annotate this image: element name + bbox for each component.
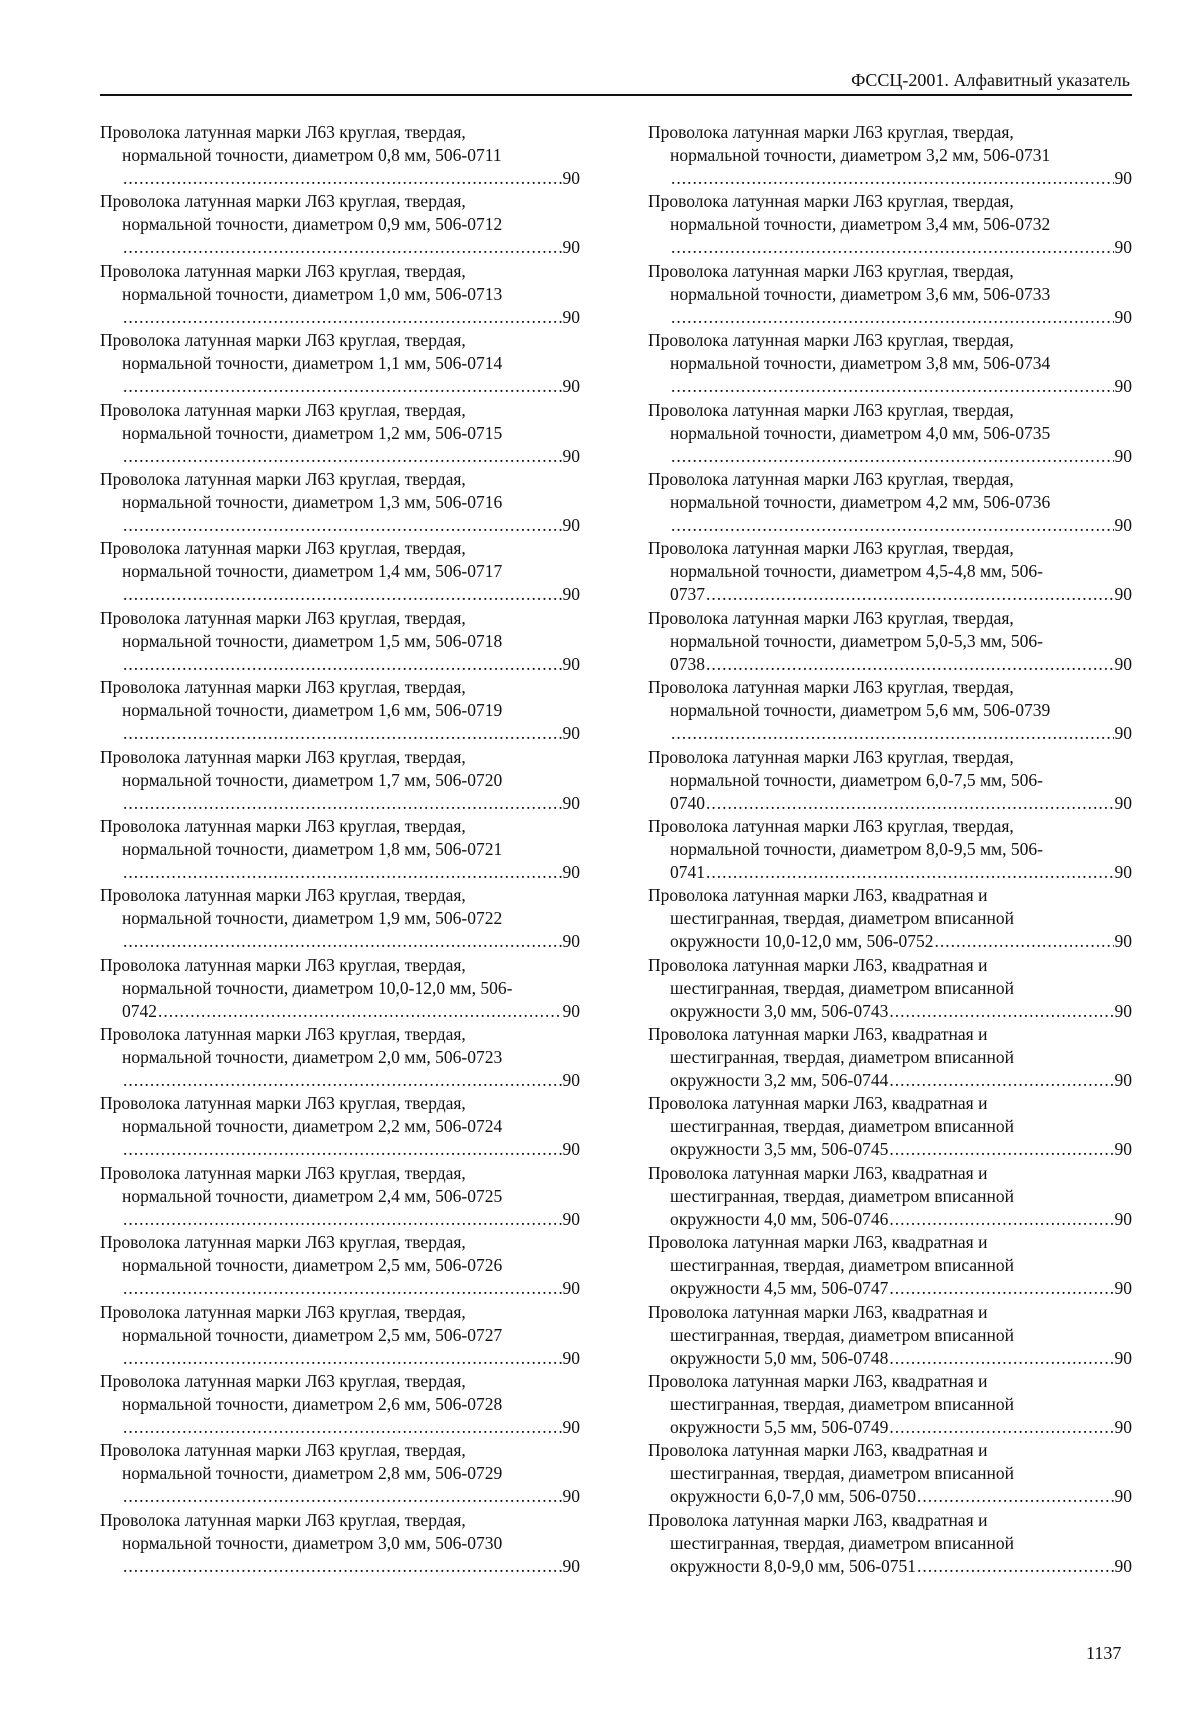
entry-leader-line	[648, 861, 1132, 884]
entry-page-ref: 90	[562, 723, 580, 744]
entry-page-ref: 90	[562, 861, 580, 882]
entry-page-ref: 90	[1114, 653, 1132, 674]
entry-title-line: Проволока латунная марки Л63, квадратная и	[648, 885, 988, 906]
entry-detail-line: шестигранная, твердая, диаметром вписанной	[670, 1394, 1014, 1415]
dot-leader	[889, 1416, 1113, 1439]
entry-detail-line: нормальной точности, диаметром 2,2 мм, 506-0724	[122, 1116, 503, 1137]
entry-title-line: Проволока латунная марки Л63 круглая, твердая,	[100, 330, 466, 351]
entry-title-line: Проволока латунная марки Л63, квадратная и	[648, 1301, 988, 1322]
entry-title-line: Проволока латунная марки Л63, квадратная и	[648, 1162, 988, 1183]
entry-title-line: Проволока латунная марки Л63 круглая, твердая,	[100, 260, 466, 281]
entry-detail-line: нормальной точности, диаметром 3,6 мм, 506-0733	[670, 283, 1051, 304]
entry-title-line: Проволока латунная марки Л63 круглая, твердая,	[100, 1232, 466, 1253]
entry-detail-line: нормальной точности, диаметром 3,8 мм, 506-0734	[670, 353, 1051, 374]
dot-leader	[123, 375, 562, 398]
index-entry	[648, 1509, 1132, 1578]
entry-title-line: Проволока латунная марки Л63, квадратная и	[648, 1440, 988, 1461]
entry-title-line: Проволока латунная марки Л63 круглая, твердая,	[100, 122, 466, 142]
index-entry	[648, 607, 1132, 676]
entry-leader-line	[100, 445, 580, 468]
dot-leader	[123, 653, 562, 676]
index-entry	[100, 260, 580, 329]
entry-title-line: Проволока латунная марки Л63 круглая, твердая,	[648, 399, 1014, 420]
page-number: 1137	[1086, 1643, 1122, 1663]
running-header	[100, 68, 1132, 96]
entry-leader-line	[648, 583, 1132, 606]
entry-leader-line	[648, 722, 1132, 745]
dot-leader	[123, 1347, 562, 1370]
dot-leader	[917, 1555, 1113, 1578]
index-entry	[648, 1370, 1132, 1439]
dot-leader	[158, 1000, 562, 1023]
entry-leader-line	[100, 1000, 580, 1023]
entry-page-ref: 90	[1114, 723, 1132, 744]
index-entry	[648, 329, 1132, 398]
dot-leader	[123, 1069, 562, 1092]
dot-leader	[671, 445, 1114, 468]
entry-detail-line: шестигранная, твердая, диаметром вписанной	[670, 908, 1014, 929]
entry-page-ref: 90	[1114, 1070, 1132, 1091]
entry-detail-continuation: окружности 8,0-9,0 мм, 506-0751	[670, 1555, 917, 1576]
entry-detail-line: нормальной точности, диаметром 1,1 мм, 506-0714	[122, 353, 503, 374]
entry-page-ref: 90	[1114, 931, 1132, 952]
entry-title-line: Проволока латунная марки Л63 круглая, твердая,	[648, 191, 1014, 212]
dot-leader	[706, 583, 1114, 606]
entry-leader-line	[100, 1277, 580, 1300]
entry-page-ref: 90	[562, 514, 580, 535]
entry-detail-line: шестигранная, твердая, диаметром вписанной	[670, 1255, 1014, 1276]
entry-title-line: Проволока латунная марки Л63 круглая, твердая,	[648, 815, 1014, 836]
index-entry	[648, 746, 1132, 815]
entry-leader-line	[100, 722, 580, 745]
index-entry	[100, 676, 580, 745]
entry-leader-line	[100, 1069, 580, 1092]
entry-title-line: Проволока латунная марки Л63 круглая, твердая,	[100, 815, 466, 836]
dot-leader	[889, 1347, 1113, 1370]
index-entry	[100, 1023, 580, 1092]
entry-leader-line	[648, 792, 1132, 815]
dot-leader	[671, 514, 1114, 537]
dot-leader	[123, 930, 562, 953]
index-entry	[100, 1301, 580, 1370]
entry-detail-line: нормальной точности, диаметром 0,9 мм, 506-0712	[122, 214, 503, 235]
entry-page-ref: 90	[1114, 1000, 1132, 1021]
index-entry	[100, 1439, 580, 1508]
entry-page-ref: 90	[562, 445, 580, 466]
entry-page-ref: 90	[562, 168, 580, 188]
entry-detail-line: нормальной точности, диаметром 2,4 мм, 506-0725	[122, 1185, 503, 1206]
entry-detail-line: нормальной точности, диаметром 3,0 мм, 506-0730	[122, 1532, 503, 1553]
dot-leader	[889, 1000, 1113, 1023]
dot-leader	[123, 583, 562, 606]
entry-page-ref: 90	[562, 1000, 580, 1021]
entry-detail-continuation: окружности 10,0-12,0 мм, 506-0752	[670, 931, 934, 952]
index-entry	[100, 468, 580, 537]
entry-page-ref: 90	[562, 1417, 580, 1438]
index-entry	[648, 1162, 1132, 1231]
index-entry	[648, 1231, 1132, 1300]
entry-page-ref: 90	[1114, 1417, 1132, 1438]
entry-leader-line	[648, 1416, 1132, 1439]
index-entry	[100, 815, 580, 884]
entry-page-ref: 90	[1114, 514, 1132, 535]
entry-leader-line	[648, 1069, 1132, 1092]
index-entry	[648, 884, 1132, 953]
entry-detail-continuation: 0740	[670, 792, 705, 813]
entry-leader-line	[648, 375, 1132, 398]
dot-leader	[123, 1208, 562, 1231]
entry-detail-continuation: окружности 3,5 мм, 506-0745	[670, 1139, 889, 1160]
dot-leader	[671, 375, 1114, 398]
entry-page-ref: 90	[562, 653, 580, 674]
entry-title-line: Проволока латунная марки Л63 круглая, твердая,	[100, 746, 466, 767]
entry-title-line: Проволока латунная марки Л63 круглая, твердая,	[100, 1371, 466, 1392]
entry-leader-line	[648, 306, 1132, 329]
dot-leader	[123, 1138, 562, 1161]
index-entry	[100, 537, 580, 606]
entry-title-line: Проволока латунная марки Л63 круглая, твердая,	[648, 260, 1014, 281]
index-entry	[100, 399, 580, 468]
index-column-left	[100, 121, 580, 1578]
index-entry	[648, 190, 1132, 259]
entry-page-ref: 90	[562, 1347, 580, 1368]
entry-title-line: Проволока латунная марки Л63 круглая, твердая,	[648, 330, 1014, 351]
entry-leader-line	[648, 1000, 1132, 1023]
dot-leader	[706, 653, 1114, 676]
index-entry	[100, 1509, 580, 1578]
entry-leader-line	[648, 1555, 1132, 1578]
index-entry	[648, 468, 1132, 537]
index-entry	[100, 1231, 580, 1300]
entry-leader-line	[648, 1138, 1132, 1161]
dot-leader	[917, 1485, 1113, 1508]
entry-leader-line	[100, 930, 580, 953]
entry-title-line: Проволока латунная марки Л63, квадратная и	[648, 954, 988, 975]
entry-leader-line	[100, 375, 580, 398]
dot-leader	[123, 1277, 562, 1300]
header-title: ФССЦ-2001. Алфавитный указатель	[851, 70, 1130, 90]
entry-detail-continuation: окружности 6,0-7,0 мм, 506-0750	[670, 1486, 917, 1507]
entry-leader-line	[648, 514, 1132, 537]
entry-leader-line	[648, 1277, 1132, 1300]
entry-detail-line: нормальной точности, диаметром 1,2 мм, 506-0715	[122, 422, 503, 443]
entry-page-ref: 90	[562, 1208, 580, 1229]
entry-page-ref: 90	[1114, 168, 1132, 188]
entry-page-ref: 90	[1114, 306, 1132, 327]
dot-leader	[123, 792, 562, 815]
entry-detail-line: нормальной точности, диаметром 1,3 мм, 506-0716	[122, 491, 503, 512]
entry-detail-continuation: окружности 4,0 мм, 506-0746	[670, 1208, 889, 1229]
index-column-right	[648, 121, 1132, 1578]
entry-leader-line	[100, 583, 580, 606]
dot-leader	[123, 445, 562, 468]
entry-title-line: Проволока латунная марки Л63 круглая, твердая,	[100, 191, 466, 212]
entry-leader-line	[100, 167, 580, 190]
index-entry	[648, 260, 1132, 329]
entry-page-ref: 90	[562, 792, 580, 813]
entry-title-line: Проволока латунная марки Л63 круглая, твердая,	[648, 468, 1014, 489]
entry-title-line: Проволока латунная марки Л63 круглая, твердая,	[648, 607, 1014, 628]
entry-leader-line	[100, 1416, 580, 1439]
entry-leader-line	[100, 1138, 580, 1161]
index-entry	[100, 746, 580, 815]
entry-page-ref: 90	[562, 306, 580, 327]
entry-detail-line: нормальной точности, диаметром 1,0 мм, 506-0713	[122, 283, 503, 304]
entry-detail-line: нормальной точности, диаметром 4,0 мм, 506-0735	[670, 422, 1051, 443]
entry-page-ref: 90	[1114, 1139, 1132, 1160]
dot-leader	[889, 1277, 1113, 1300]
entry-page-ref: 90	[1114, 445, 1132, 466]
entry-detail-continuation: окружности 3,2 мм, 506-0744	[670, 1070, 889, 1091]
entry-leader-line	[648, 653, 1132, 676]
entry-title-line: Проволока латунная марки Л63 круглая, твердая,	[100, 468, 466, 489]
dot-leader	[671, 167, 1114, 190]
entry-detail-line: нормальной точности, диаметром 0,8 мм, 506-0711	[122, 145, 502, 165]
entry-page-ref: 90	[1114, 376, 1132, 397]
entry-detail-line: нормальной точности, диаметром 8,0-9,5 мм, 506-	[670, 838, 1043, 859]
entry-page-ref: 90	[1114, 237, 1132, 258]
entry-detail-continuation: окружности 4,5 мм, 506-0747	[670, 1278, 889, 1299]
entry-title-line: Проволока латунная марки Л63 круглая, твердая,	[100, 1301, 466, 1322]
entry-detail-line: шестигранная, твердая, диаметром вписанной	[670, 1324, 1014, 1345]
entry-detail-line: нормальной точности, диаметром 5,6 мм, 506-0739	[670, 700, 1051, 721]
entry-detail-line: нормальной точности, диаметром 3,2 мм, 506-0731	[670, 145, 1051, 165]
entry-page-ref: 90	[562, 1070, 580, 1091]
entry-detail-line: нормальной точности, диаметром 2,0 мм, 506-0723	[122, 1047, 503, 1068]
entry-detail-continuation: 0738	[670, 653, 705, 674]
dot-leader	[123, 236, 562, 259]
entry-detail-line: нормальной точности, диаметром 1,6 мм, 506-0719	[122, 700, 503, 721]
entry-title-line: Проволока латунная марки Л63 круглая, твердая,	[100, 1024, 466, 1045]
index-entry	[648, 1439, 1132, 1508]
index-entry	[648, 954, 1132, 1023]
dot-leader	[123, 514, 562, 537]
entry-title-line: Проволока латунная марки Л63 круглая, твердая,	[100, 1162, 466, 1183]
entry-detail-line: шестигранная, твердая, диаметром вписанной	[670, 1532, 1014, 1553]
entry-detail-line: нормальной точности, диаметром 2,5 мм, 506-0726	[122, 1255, 503, 1276]
entry-detail-line: шестигранная, твердая, диаметром вписанной	[670, 1116, 1014, 1137]
entry-leader-line	[100, 236, 580, 259]
index-entry	[648, 1092, 1132, 1161]
dot-leader	[671, 722, 1114, 745]
entry-leader-line	[100, 1555, 580, 1578]
entry-page-ref: 90	[562, 1139, 580, 1160]
dot-leader	[706, 792, 1114, 815]
entry-title-line: Проволока латунная марки Л63, квадратная и	[648, 1093, 988, 1114]
entry-page-ref: 90	[1114, 1347, 1132, 1368]
dot-leader	[706, 861, 1114, 884]
entry-detail-line: нормальной точности, диаметром 1,5 мм, 506-0718	[122, 630, 503, 651]
entry-page-ref: 90	[1114, 792, 1132, 813]
entry-detail-continuation: 0741	[670, 861, 705, 882]
entry-detail-line: нормальной точности, диаметром 1,7 мм, 506-0720	[122, 769, 503, 790]
dot-leader	[889, 1069, 1113, 1092]
entry-detail-line: шестигранная, твердая, диаметром вписанной	[670, 1463, 1014, 1484]
entry-page-ref: 90	[562, 237, 580, 258]
entry-detail-line: нормальной точности, диаметром 4,2 мм, 506-0736	[670, 491, 1051, 512]
entry-detail-continuation: 0737	[670, 584, 705, 605]
entry-leader-line	[648, 445, 1132, 468]
dot-leader	[889, 1138, 1113, 1161]
dot-leader	[123, 861, 562, 884]
dot-leader	[671, 236, 1114, 259]
dot-leader	[671, 306, 1114, 329]
entry-page-ref: 90	[1114, 861, 1132, 882]
entry-detail-line: нормальной точности, диаметром 1,8 мм, 506-0721	[122, 838, 503, 859]
entry-detail-line: нормальной точности, диаметром 1,9 мм, 506-0722	[122, 908, 503, 929]
index-entry	[648, 399, 1132, 468]
index-entry	[648, 121, 1132, 190]
index-entry	[100, 1370, 580, 1439]
entry-leader-line	[648, 1208, 1132, 1231]
index-entry	[648, 676, 1132, 745]
entry-page-ref: 90	[1114, 1208, 1132, 1229]
index-entry	[648, 1301, 1132, 1370]
entry-page-ref: 90	[562, 931, 580, 952]
entry-detail-line: шестигранная, твердая, диаметром вписанной	[670, 1047, 1014, 1068]
entry-page-ref: 90	[562, 1278, 580, 1299]
entry-detail-continuation: окружности 5,5 мм, 506-0749	[670, 1417, 889, 1438]
entry-title-line: Проволока латунная марки Л63, квадратная и	[648, 1371, 988, 1392]
entry-page-ref: 90	[1114, 584, 1132, 605]
entry-detail-line: нормальной точности, диаметром 4,5-4,8 мм, 506-	[670, 561, 1043, 582]
entry-title-line: Проволока латунная марки Л63, квадратная и	[648, 1024, 988, 1045]
entry-detail-line: шестигранная, твердая, диаметром вписанной	[670, 977, 1014, 998]
dot-leader	[889, 1208, 1113, 1231]
entry-title-line: Проволока латунная марки Л63 круглая, твердая,	[100, 1509, 466, 1530]
dot-leader	[123, 167, 562, 190]
index-entry	[648, 815, 1132, 884]
index-entry	[100, 954, 580, 1023]
index-entry	[100, 607, 580, 676]
entry-title-line: Проволока латунная марки Л63 круглая, твердая,	[100, 1440, 466, 1461]
entry-leader-line	[100, 306, 580, 329]
entry-leader-line	[648, 1347, 1132, 1370]
index-entry	[100, 121, 580, 190]
entry-title-line: Проволока латунная марки Л63 круглая, твердая,	[100, 607, 466, 628]
dot-leader	[123, 1416, 562, 1439]
dot-leader	[123, 722, 562, 745]
entry-detail-continuation: 0742	[122, 1000, 157, 1021]
entry-page-ref: 90	[562, 584, 580, 605]
entry-title-line: Проволока латунная марки Л63, квадратная и	[648, 1509, 988, 1530]
entry-leader-line	[648, 167, 1132, 190]
dot-leader	[123, 1485, 562, 1508]
index-entry	[100, 329, 580, 398]
index-entry	[100, 1162, 580, 1231]
entry-page-ref: 90	[1114, 1278, 1132, 1299]
entry-page-ref: 90	[562, 1555, 580, 1576]
entry-title-line: Проволока латунная марки Л63 круглая, твердая,	[100, 399, 466, 420]
entry-leader-line	[100, 1208, 580, 1231]
entry-title-line: Проволока латунная марки Л63 круглая, твердая,	[100, 1093, 466, 1114]
entry-detail-line: нормальной точности, диаметром 6,0-7,5 мм, 506-	[670, 769, 1043, 790]
index-entry	[100, 1092, 580, 1161]
entry-detail-line: нормальной точности, диаметром 5,0-5,3 мм, 506-	[670, 630, 1043, 651]
entry-leader-line	[648, 1485, 1132, 1508]
entry-detail-line: шестигранная, твердая, диаметром вписанной	[670, 1185, 1014, 1206]
index-entry	[648, 1023, 1132, 1092]
entry-page-ref: 90	[562, 376, 580, 397]
dot-leader	[123, 1555, 562, 1578]
entry-title-line: Проволока латунная марки Л63 круглая, твердая,	[100, 677, 466, 698]
entry-detail-line: нормальной точности, диаметром 3,4 мм, 506-0732	[670, 214, 1051, 235]
entry-title-line: Проволока латунная марки Л63 круглая, твердая,	[648, 677, 1014, 698]
entry-page-ref: 90	[1114, 1555, 1132, 1576]
entry-detail-line: нормальной точности, диаметром 1,4 мм, 506-0717	[122, 561, 503, 582]
entry-title-line: Проволока латунная марки Л63 круглая, твердая,	[648, 538, 1014, 559]
entry-leader-line	[100, 792, 580, 815]
dot-leader	[123, 306, 562, 329]
entry-detail-line: нормальной точности, диаметром 10,0-12,0 мм, 506-	[122, 977, 513, 998]
entry-detail-line: нормальной точности, диаметром 2,6 мм, 506-0728	[122, 1394, 503, 1415]
entry-page-ref: 90	[562, 1486, 580, 1507]
entry-leader-line	[100, 514, 580, 537]
entry-detail-continuation: окружности 3,0 мм, 506-0743	[670, 1000, 889, 1021]
dot-leader	[935, 930, 1114, 953]
entry-title-line: Проволока латунная марки Л63, квадратная и	[648, 1232, 988, 1253]
entry-title-line: Проволока латунная марки Л63 круглая, твердая,	[100, 954, 466, 975]
entry-title-line: Проволока латунная марки Л63 круглая, твердая,	[648, 746, 1014, 767]
entry-title-line: Проволока латунная марки Л63 круглая, твердая,	[100, 885, 466, 906]
entry-page-ref: 90	[1114, 1486, 1132, 1507]
index-entry	[100, 884, 580, 953]
entry-leader-line	[100, 1485, 580, 1508]
entry-detail-line: нормальной точности, диаметром 2,5 мм, 506-0727	[122, 1324, 503, 1345]
entry-title-line: Проволока латунная марки Л63 круглая, твердая,	[648, 122, 1014, 142]
entry-leader-line	[100, 1347, 580, 1370]
entry-leader-line	[648, 930, 1132, 953]
entry-leader-line	[100, 653, 580, 676]
entry-title-line: Проволока латунная марки Л63 круглая, твердая,	[100, 538, 466, 559]
entry-leader-line	[648, 236, 1132, 259]
entry-leader-line	[100, 861, 580, 884]
entry-detail-continuation: окружности 5,0 мм, 506-0748	[670, 1347, 889, 1368]
index-entry	[100, 190, 580, 259]
index-entry	[648, 537, 1132, 606]
entry-detail-line: нормальной точности, диаметром 2,8 мм, 506-0729	[122, 1463, 503, 1484]
